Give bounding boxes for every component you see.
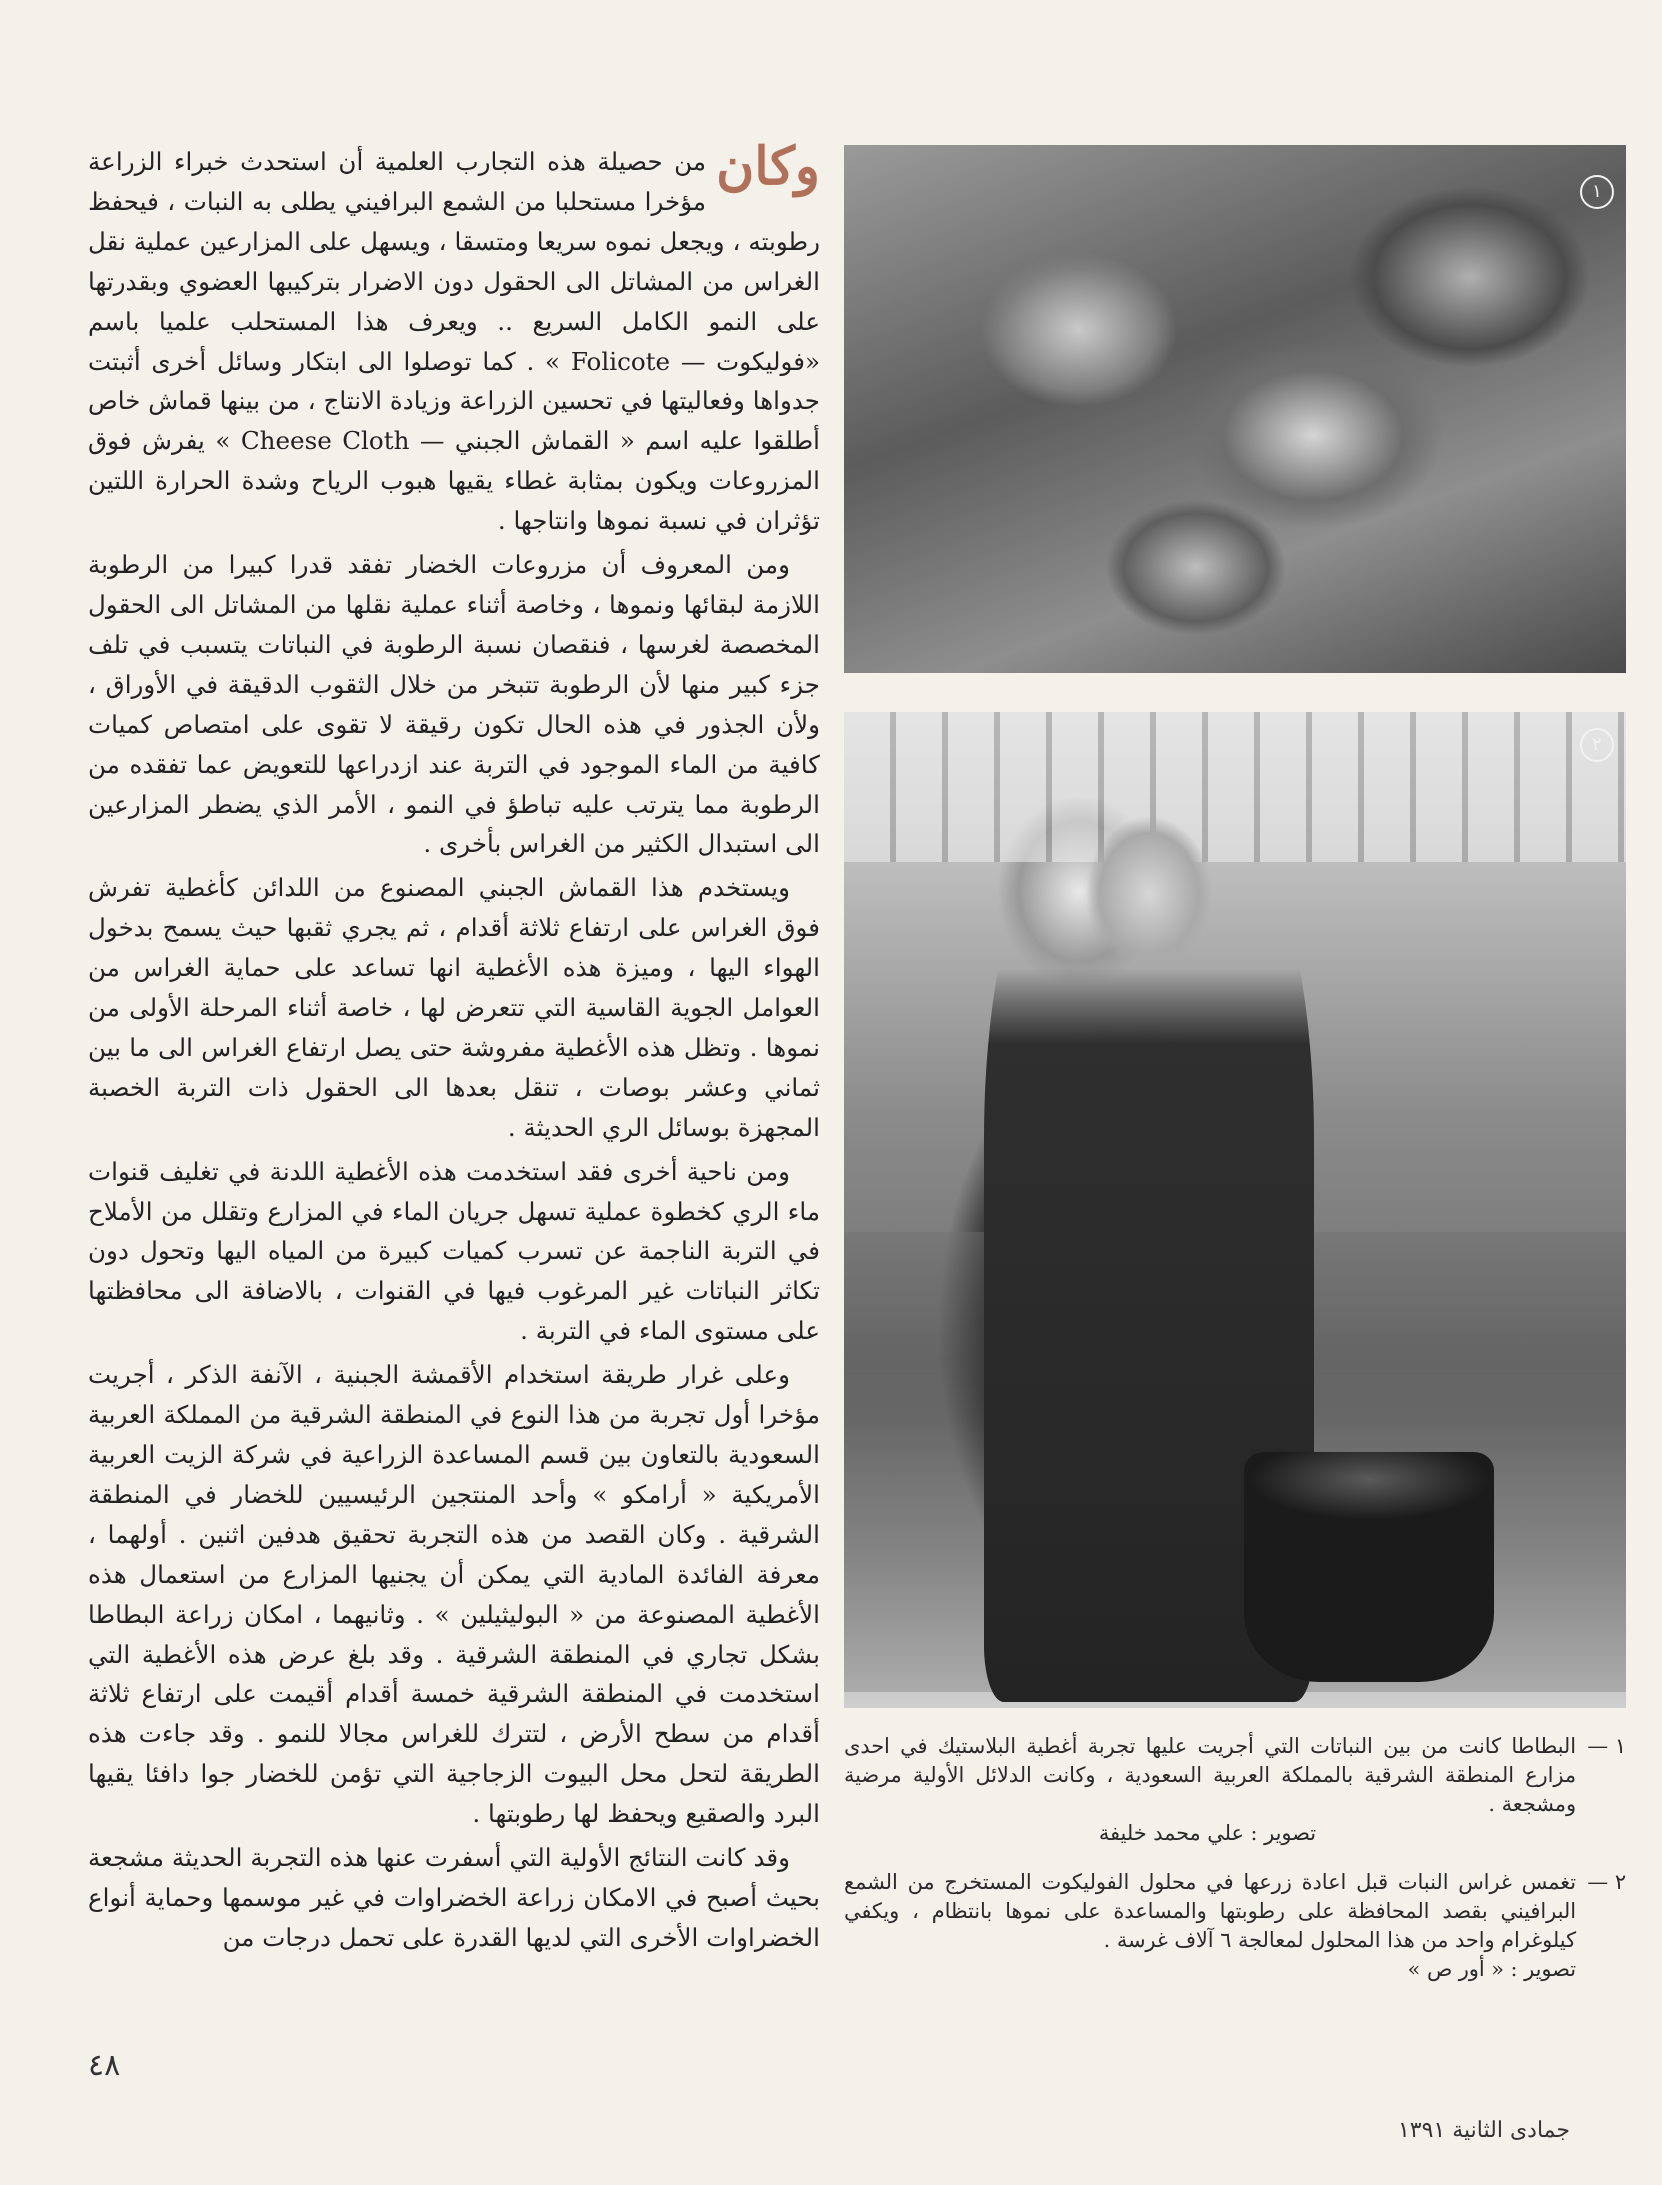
article-body [88,136,821,1958]
caption-number: ١ — [1587,1734,1626,1758]
caption-text: تغمس غراس النبات قبل اعادة زرعها في محلول الفوليكوت المستخرج من الشمع البرافيني بقصد المحافظة على رطوبتها والمساعدة على نموها بانتظام ، ويكفي كيلوغرام واحد من هذا المحلول لمعالجة ٦ آلاف غرسة . [844,1870,1576,1952]
photo-credit: تصوير : « أور ص » [1407,1957,1576,1981]
paragraph-text: من حصيلة هذه التجارب العلمية أن استحدث خبراء الزراعة مؤخرا مستحلبا من الشمع البرافيني يطلى به النبات ، فيحفظ رطوبته ، ويجعل نموه سريعا ومتسقا ، ويسهل على المزارعين عملية نقل الغراس من المشاتل الى الحقول دون الاضرار بتركيبها العضوي وبقدرتها على النمو الكامل السريع .. ويعرف هذا المستحلب علميا باسم «فوليكوت — Folicote » . كما توصلوا الى ابتكار وسائل أخرى أثبتت جدواها وفعاليتها في تحسين الزراعة وزيادة الانتاج ، من بينها قماش خاص أطلقوا عليه اسم « القماش الجبني — Cheese Cloth » يفرش فوق المزروعات ويكون بمثابة غطاء يقيها هبوب الرياح وشدة الحرارة اللتين تؤثران في نسبة نموها وانتاجها . [88,147,821,536]
caption-number: ٢ — [1587,1870,1626,1894]
article-paragraph: وعلى غرار طريقة استخدام الأقمشة الجبنية ، الآنفة الذكر ، أجريت مؤخرا أول تجربة من هذا النوع في المنطقة الشرقية من المملكة العربية السعودية بالتعاون بين قسم المساعدة الزراعية في شركة الزيت العربية الأمريكية « أرامكو » وأحد المنتجين الرئيسيين للخضار في المنطقة الشرقية . وكان القصد من هذه التجربة تحقيق هدفين اثنين . أولهما ، معرفة الفائدة المادية التي يمكن أن يجنيها المزارع من استعمال هذه الأغطية المصنوعة من « البوليثيلين » . وثانيهما ، امكان زراعة البطاطا بشكل تجاري في المنطقة الشرقية . وقد بلغ عرض هذه الأغطية التي استخدمت في المنطقة الشرقية خمسة أقدام أقيمت على ارتفاع ثلاثة أقدام من سطح الأرض ، لتترك للغراس مجالا للنمو . وقد جاءت هذه الطريقة لتحل محل البيوت الزجاجية التي تؤمن للخضار جوا دافئا يقيها البرد والصقيع ويحفظ لها رطوبتها . [88,1360,820,1829]
potato-plants-photo [844,145,1626,673]
article-paragraph: ومن المعروف أن مزروعات الخضار تفقد قدرا كبيرا من الرطوبة اللازمة لبقائها ونموها ، وخاصة أثناء عملية نقلها من المشاتل الى الحقول المخصصة لغرسها ، فنقصان نسبة الرطوبة في النباتات يتسبب في تلف جزء كبير منها لأن الرطوبة تتبخر من خلال الثقوب الدقيقة في الأوراق ، ولأن الجذور في هذه الحال تكون رقيقة لا تقوى على امتصاص كميات كافية من الماء الموجود في التربة عند ازدراعها للتعويض عما تفقده من الرطوبة مما يترتب عليه تباطؤ في النمو ، الأمر الذي يضطر المزارعين الى استبدال الكثير من الغراس بأخرى . [88,550,820,859]
article-paragraph: ومن ناحية أخرى فقد استخدمت هذه الأغطية اللدنة في تغليف قنوات ماء الري كخطوة عملية تسهل جريان الماء في المزارع وتقلل من الأملاح في التربة الناجمة عن تسرب كميات كبيرة من المياه اليها وتحول دون تكاثر النباتات غير المرغوب فيها في القنوات ، بالاضافة الى محافظتها على مستوى الماء في التربة . [88,1156,820,1346]
man-planting-seedling-photo [844,712,1626,1708]
issue-date: جمادى الثانية ١٣٩١ [1397,2118,1570,2143]
photo-number-2: ٢ [1580,728,1614,762]
caption-1 [844,1732,1626,1848]
caption-2 [844,1868,1626,1984]
photo-credit: تصوير : علي محمد خليفة [1098,1821,1316,1845]
article-paragraph: وقد كانت النتائج الأولية التي أسفرت عنها هذه التجربة الحديثة مشجعة بحيث أصبح في الامكان زراعة الخضراوات في غير موسمها وحماية أنواع الخضراوات الأخرى التي لديها القدرة على تحمل درجات من [88,1843,820,1952]
article-paragraph: ويستخدم هذا القماش الجبني المصنوع من اللدائن كأغطية تفرش فوق الغراس على ارتفاع ثلاثة أقدام ، ثم يجري ثقبها حيث يسمح بدخول الهواء اليها ، وميزة هذه الأغطية انها تساعد على حماية الغراس من العوامل الجوية القاسية التي تتعرض لها ، خاصة أثناء المرحلة الأولى من نموها . وتظل هذه الأغطية مفروشة حتى يصل ارتفاع الغراس الى ما بين ثماني وعشر بوصات ، تنقل بعدها الى الحقول ذات التربة الخصبة المجهزة بوسائل الري الحديثة . [88,873,820,1142]
caption-text: البطاطا كانت من بين النباتات التي أجريت عليها تجربة أغطية البلاستيك في احدى مزارع المنطقة الشرقية بالمملكة العربية السعودية ، وكانت الدلائل الأولية مرضية ومشجعة . [844,1734,1576,1816]
photo-number-1: ١ [1580,175,1614,209]
dropcap: وكان [716,136,820,197]
page-number: ٤٨ [88,2048,121,2083]
article-paragraph [88,136,821,541]
plant-pot [1244,1452,1494,1682]
photo-captions [844,1732,1626,1984]
